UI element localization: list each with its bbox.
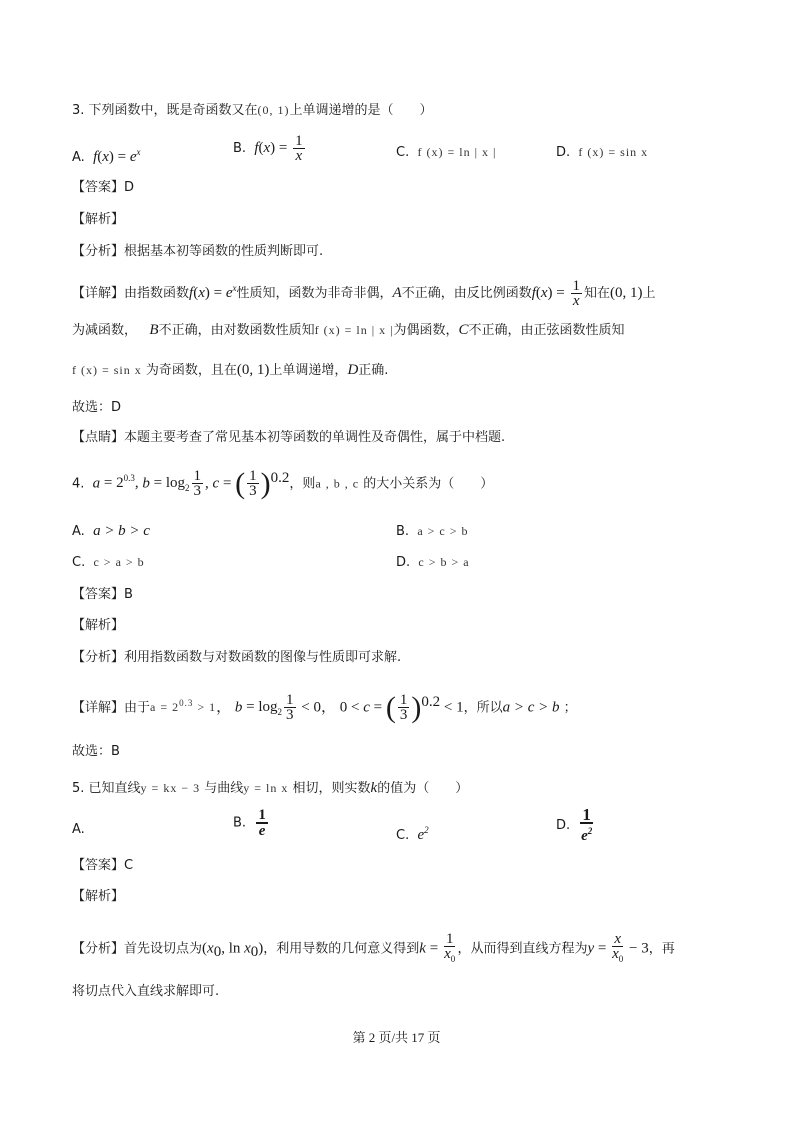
q3-detail-line3: f (x) = sin x 为奇函数，且在(0, 1)上单调递增，D正确. bbox=[72, 362, 389, 378]
q3-option-b: B. f(x) = $\frac{1}{x}$ bbox=[233, 133, 303, 164]
q4-detail: 【详解】由于$a = 2^{0.3} > 1$， $b = \log_2$ $\frac{1}{3}$ < 0， 0 < c = ( $\frac{1}{3}$ )$^{0.2}$ < 1，所以a > c > b ； bbox=[72, 690, 577, 724]
q3-option-d: D. f (x) = sin x bbox=[556, 145, 649, 160]
q5-option-d: D. $\frac{1}{e^2}$ bbox=[556, 805, 593, 844]
page-footer: 第 2 页/共 17 页 bbox=[352, 1030, 441, 1045]
q3-dianjing: 【点睛】本题主要考查了常见基本初等函数的单调性及奇偶性，属于中档题. bbox=[72, 430, 506, 445]
q3-answer: 【答案】D bbox=[72, 180, 135, 195]
interval-0-1: (0, 1) bbox=[257, 103, 290, 117]
q3-detail-line1: 【详解】由指数函数$f(x) = e^x$性质知，函数为非奇非偶，A不正确，由反比例函数f(x) = $\frac{1}{x}$ 知在(0, 1)上 bbox=[72, 278, 656, 309]
q4-fenxi: 【分析】利用指数函数与对数函数的图像与性质即可求解. bbox=[72, 650, 402, 665]
q4-option-d: D. c > b > a bbox=[396, 555, 470, 570]
q5-stem: 5. 已知直线y = kx − 3 与曲线y = ln x 相切，则实数k的值为（ ） bbox=[72, 780, 469, 796]
q5-option-a: A. bbox=[72, 822, 85, 837]
q3-option-c: C. f (x) = ln | x | bbox=[396, 145, 497, 160]
q4-option-b: B. a > c > b bbox=[396, 524, 469, 539]
q4-option-a: A. a > b > c bbox=[72, 523, 150, 539]
q5-option-c: C. $e^2$ bbox=[396, 825, 429, 843]
q4-answer: 【答案】B bbox=[72, 587, 133, 602]
q5-fenxi-line2: 将切点代入直线求解即可. bbox=[72, 984, 220, 999]
q5-jiexi: 【解析】 bbox=[72, 889, 125, 904]
q5-answer: 【答案】C bbox=[72, 858, 134, 873]
fraction: $\frac{1}{x}$ bbox=[295, 133, 303, 164]
q3-jiexi: 【解析】 bbox=[72, 212, 125, 227]
q4-option-c: C. c > a > b bbox=[72, 555, 145, 570]
q5-option-b: B. $\frac{1}{e}$ bbox=[233, 807, 266, 839]
q5-fenxi-line1: 【分析】首先设切点为($x_0$, $\ln x_0$)，利用导数的几何意义得到k = $\frac{1}{x_0}$ ，从而得到直线方程为y = $\frac{x}{x_0}$ − 3，再 bbox=[72, 931, 675, 964]
q3-fenxi: 【分析】根据基本初等函数的性质判断即可. bbox=[72, 244, 324, 259]
q4-guxuan: 故选：B bbox=[72, 744, 120, 759]
q3-stem: 3. 下列函数中，既是奇函数又在(0, 1)上单调递增的是（ ） bbox=[72, 103, 433, 118]
q4-stem: 4. $a = 2^{0.3}$, $b = \log_2$ $\frac{1}{3}$ , c = ( $\frac{1}{3}$ )$^{0.2}$，则a , b , c 的大小关系为（ ） bbox=[72, 466, 494, 500]
q4-jiexi: 【解析】 bbox=[72, 618, 125, 633]
q3-guxuan: 故选：D bbox=[72, 400, 122, 415]
q3-detail-line2: 为减函数， B不正确，由对数函数性质知f (x) = ln | x |为偶函数，C不正确，由正弦函数性质知 bbox=[72, 322, 625, 338]
q3-option-a: A. $f(x) = e^x$ bbox=[72, 147, 141, 165]
